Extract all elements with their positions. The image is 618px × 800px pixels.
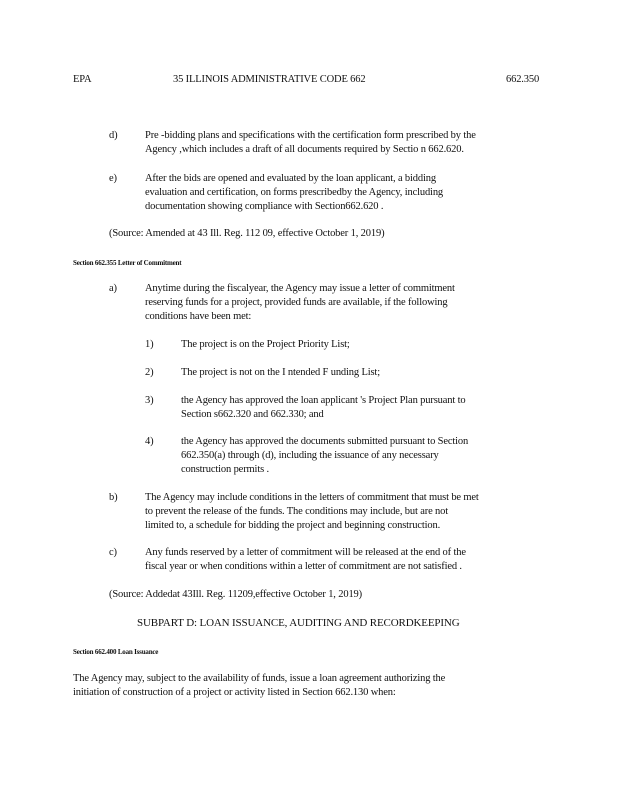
item-c-line: fiscal year or when conditions within a letter of commitment are not satisfied . <box>145 561 462 572</box>
item-b-line: limited to, a schedule for bidding the project and beginning construction. <box>145 520 441 531</box>
section-heading-662-400: Section 662.400 Loan Issuance <box>73 648 159 656</box>
subitem-2-text <box>181 366 380 380</box>
item-e-line: evaluation and certification, on forms prescribedby the Agency, including <box>145 187 444 198</box>
section-662-400-line: The Agency may, subject to the availability of funds, issue a loan agreement authorizing the <box>73 673 446 684</box>
item-c-line: Any funds reserved by a letter of commitment will be released at the end of the <box>145 547 466 558</box>
item-label-e: e) <box>109 173 117 184</box>
subitem-label-3: 3) <box>145 395 154 406</box>
subitem-1-text <box>181 338 350 352</box>
item-label-d: d) <box>109 130 118 141</box>
subitem-2-line: The project is not on the I ntended F unding List; <box>181 367 380 378</box>
item-label-a: a) <box>109 283 117 294</box>
item-label-c: c) <box>109 547 117 558</box>
item-a-line: reserving funds for a project, provided funds are available, if the following <box>145 297 448 308</box>
subitem-4-line: 662.350(a) through (d), including the issuance of any necessary <box>181 450 439 461</box>
item-d-line: Pre -bidding plans and specifications with the certification form prescribed by the <box>145 130 476 141</box>
header-agency: EPA <box>73 74 92 85</box>
item-a-line: conditions have been met: <box>145 311 252 322</box>
subitem-3-line: Section s662.320 and 662.330; and <box>181 409 324 420</box>
header-section-number: 662.350 <box>506 74 540 85</box>
section-662-400-text <box>73 672 445 700</box>
subitem-1-line: The project is on the Project Priority List; <box>181 339 350 350</box>
subitem-4-line: the Agency has approved the documents submitted pursuant to Section <box>181 436 469 447</box>
subitem-4-text <box>181 435 468 477</box>
item-e-line: documentation showing compliance with Section662.620 . <box>145 201 384 212</box>
item-label-b: b) <box>109 492 118 503</box>
subitem-label-4: 4) <box>145 436 154 447</box>
subitem-label-2: 2) <box>145 367 154 378</box>
item-a-line: Anytime during the fiscalyear, the Agency may issue a letter of commitment <box>145 283 455 294</box>
item-e-line: After the bids are opened and evaluated by the loan applicant, a bidding <box>145 173 436 184</box>
item-b-line: The Agency may include conditions in the letters of commitment that must be met <box>145 492 479 503</box>
subitem-4-line: construction permits . <box>181 464 269 475</box>
item-a-text <box>145 282 455 324</box>
subitem-3-line: the Agency has approved the loan applicant 's Project Plan pursuant to <box>181 395 466 406</box>
item-e-text <box>145 172 443 214</box>
item-b-text <box>145 491 479 533</box>
item-d-line: Agency ,which includes a draft of all documents required by Sectio n 662.620. <box>145 144 464 155</box>
subitem-3-text <box>181 394 465 422</box>
source-note-662-355: (Source: Addedat 43Ill. Reg. 11209,effective October 1, 2019) <box>109 589 362 600</box>
header-title: 35 ILLINOIS ADMINISTRATIVE CODE 662 <box>173 74 366 85</box>
source-note-662-350: (Source: Amended at 43 Ill. Reg. 112 09, effective October 1, 2019) <box>109 228 385 239</box>
item-d-text <box>145 129 476 157</box>
subpart-heading: SUBPART D: LOAN ISSUANCE, AUDITING AND RECORDKEEPING <box>137 617 460 629</box>
subitem-label-1: 1) <box>145 339 154 350</box>
item-c-text <box>145 546 466 574</box>
section-heading-662-355: Section 662.355 Letter of Commitment <box>73 259 182 267</box>
item-b-line: to prevent the release of the funds. The conditions may include, but are not <box>145 506 449 517</box>
section-662-400-line: initiation of construction of a project or activity listed in Section 662.130 when: <box>73 687 396 698</box>
